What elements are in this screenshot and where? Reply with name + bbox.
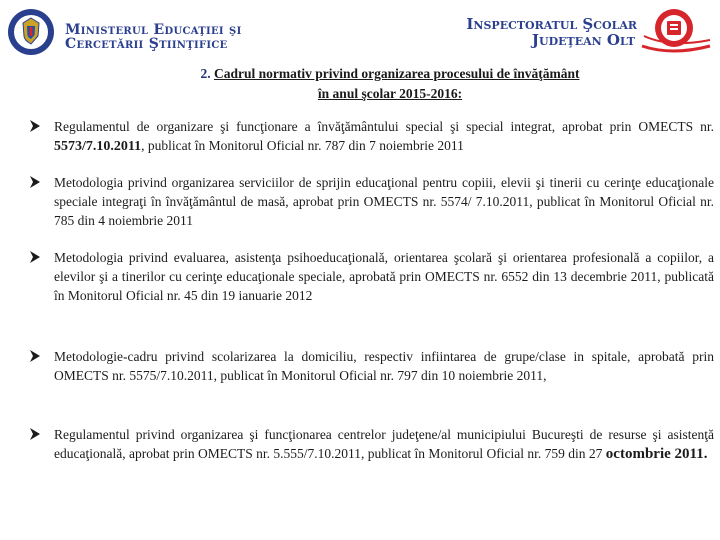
- arrow-bullet-icon: [28, 349, 42, 363]
- inspectorate-line-1: Inspectoratul Şcolar: [466, 15, 637, 33]
- item-1-text-a: Regulamentul de organizare şi funcţionare a învăţământului special şi special integrat, aprobat prin OMECTS nr.: [54, 119, 714, 134]
- page-header: [0, 0, 720, 62]
- isj-olt-logo-icon: [640, 6, 712, 54]
- section-title: [150, 64, 630, 104]
- ministry-name: [65, 23, 242, 51]
- title-line-1: Cadrul normativ privind organizarea procesului de învăţământ: [213, 66, 580, 81]
- arrow-bullet-icon: [28, 175, 42, 189]
- inspectorate-line-2: Judeţean Olt: [531, 31, 635, 49]
- romania-coat-of-arms-icon: [7, 8, 55, 56]
- list-item-text: Metodologie-cadru privind scolarizarea la domiciliu, respectiv infiintarea de grupe/clase in spitale, aprobată prin OMECTS nr. 5575/7.10.2011, publicat în Monitorul Oficial nr. 797 din 10 noiembrie 2011,: [54, 349, 714, 383]
- item-5-text-a: Regulamentul privind organizarea şi funcţionarea centrelor judeţene/al municipiului Bucureşti de resurse şi asistenţă educaţională, aprobat prin OMECTS nr. 5.555/7.10.2011, publicat în Monitorul Oficial nr. 759 din 27: [54, 427, 714, 461]
- item-1-text-c: , publicat în Monitorul Oficial nr. 787 din 7 noiembrie 2011: [141, 138, 464, 153]
- arrow-bullet-icon: [28, 119, 42, 133]
- list-item-text: [54, 117, 714, 156]
- list-item-text: Metodologia privind evaluarea, asistenţa psihoeducaţională, orientarea şcolară şi orientarea profesională a copiilor, a elevilor şi a tinerilor cu cerinţe educaţionale speciale, aprobată prin OMECTS nr. 6552 din 13 decembrie 2011, publicată în Monitorul Oficial nr. 45 din 19 ianuarie 2012: [54, 250, 714, 303]
- item-5-text-b: octombrie 2011.: [605, 446, 708, 462]
- list-item-text: Metodologia privind organizarea serviciilor de sprijin educaţional pentru copiii, elevii şi tinerii cu cerinţe educaţionale speciale integraţi în învăţământul de masă, aprobat prin OMECTS nr. 5574/ 7.10.2011, publicat în Monitorul Oficial nr. 785 din 4 noiembrie 2011: [54, 175, 714, 228]
- inspectorate-name: [462, 16, 637, 48]
- title-number: 2.: [200, 66, 211, 81]
- list-item-text: [54, 425, 714, 464]
- item-1-text-b: 5573/7.10.2011: [54, 139, 142, 154]
- ministry-line-2: Cercetării Ştiinţifice: [65, 36, 228, 52]
- arrow-bullet-icon: [28, 427, 42, 441]
- arrow-bullet-icon: [28, 250, 42, 264]
- title-line-2: în anul şcolar 2015-2016:: [317, 86, 463, 101]
- ministry-line-1: Ministerul Educaţiei şi: [65, 22, 242, 38]
